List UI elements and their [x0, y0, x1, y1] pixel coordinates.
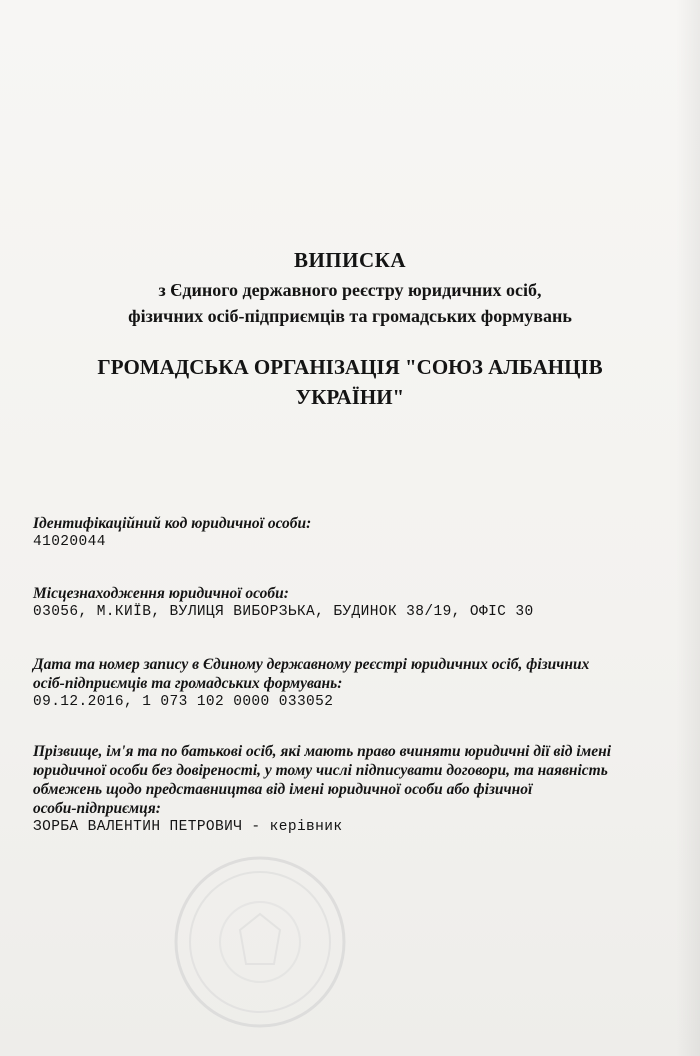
field-label: Місцезнаходження юридичної особи: — [33, 585, 289, 602]
field-value: 09.12.2016, 1 073 102 0000 033052 — [33, 694, 334, 710]
document-subtitle-line-2: фізичних осіб-підприємців та громадських формувань — [128, 306, 572, 326]
field-location — [33, 584, 663, 621]
field-value: 03056, М.КИЇВ, ВУЛИЦЯ ВИБОРЗЬКА, БУДИНОК 38/19, ОФІС 30 — [33, 604, 534, 620]
organization-name-line-1: ГРОМАДСЬКА ОРГАНІЗАЦІЯ "СОЮЗ АЛБАНЦІВ — [97, 355, 603, 379]
field-label: Дата та номер запису в Єдиному державному реєстрі юридичних осіб, фізичних — [33, 656, 590, 673]
field-label: Прізвище, ім'я та по батькові осіб, які мають право вчиняти юридичні дії від імені — [33, 743, 612, 760]
field-registration-record — [33, 655, 663, 711]
field-label: обмежень щодо представництва від імені юридичної особи або фізичної — [33, 781, 533, 798]
field-value: ЗОРБА ВАЛЕНТИН ПЕТРОВИЧ - керівник — [33, 819, 343, 835]
page-edge-shadow — [676, 0, 700, 1056]
faded-stamp-icon — [170, 852, 350, 1032]
field-label: особи-підприємця: — [33, 800, 161, 817]
field-identification-code — [33, 514, 663, 551]
document-subtitle-line-1: з Єдиного державного реєстру юридичних осіб, — [158, 280, 542, 300]
field-label: осіб-підприємців та громадських формувань: — [33, 675, 343, 692]
field-value: 41020044 — [33, 534, 106, 550]
document-title: ВИПИСКА — [293, 248, 407, 272]
field-label: Ідентифікаційний код юридичної особи: — [33, 515, 312, 532]
organization-name-line-2: УКРАЇНИ" — [295, 385, 405, 409]
field-authorized-persons — [33, 742, 663, 836]
field-label: юридичної особи без довіреності, у тому числі підписувати договори, та наявність — [33, 762, 608, 779]
